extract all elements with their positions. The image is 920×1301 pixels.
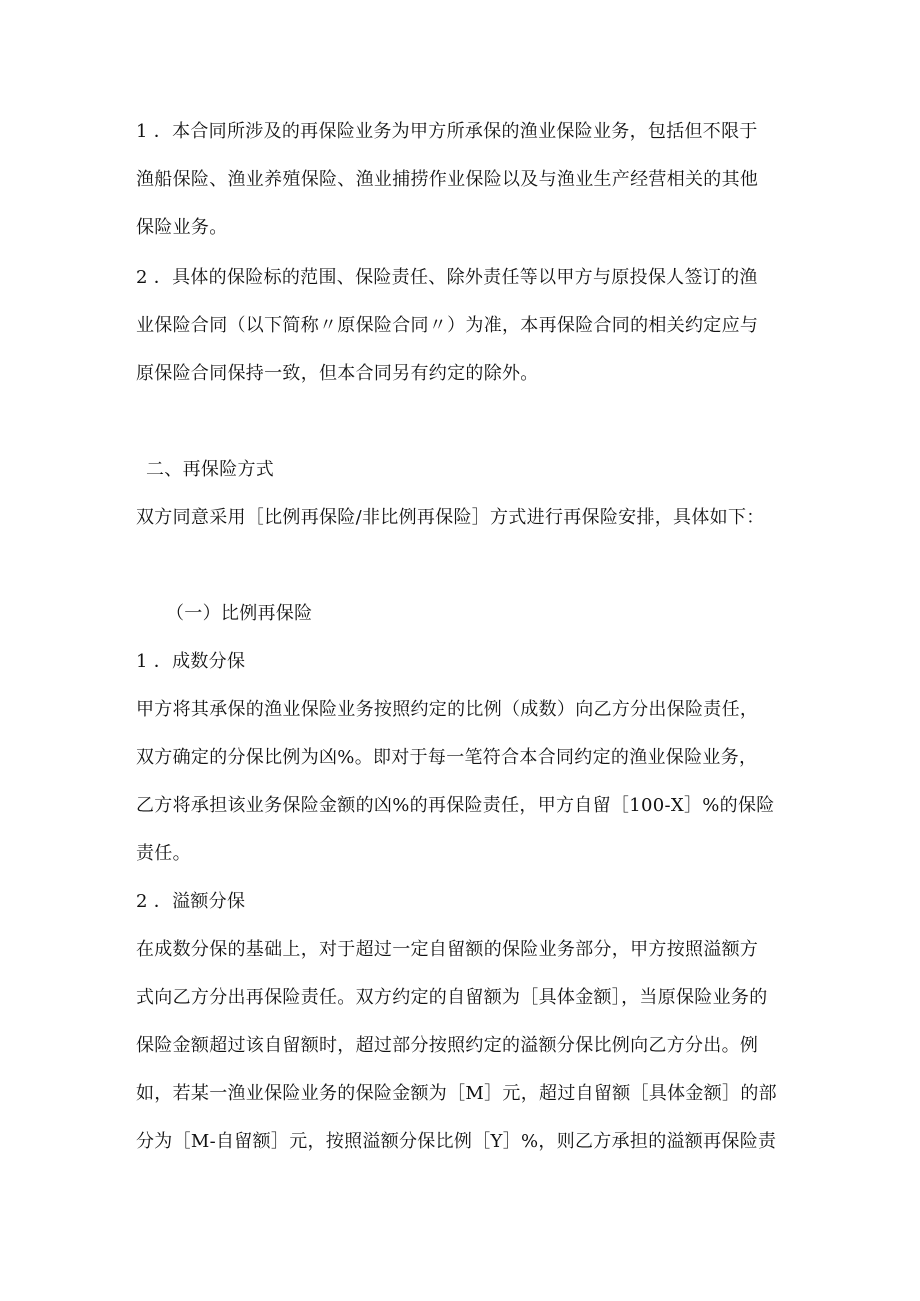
surplus-line-2: 式向乙方分出再保险责任。双方约定的自留额为［具体金额］，当原保险业务的 xyxy=(136,987,768,1008)
clause-1-line-2: 渔船保险、渔业养殖保险、渔业捕捞作业保险以及与渔业生产经营相关的其他 xyxy=(136,169,759,190)
item-heading-surplus: 2 ．溢额分保 xyxy=(136,891,246,912)
item-heading-quota-share: 1 ．成数分保 xyxy=(136,651,246,672)
subsection-heading-proportional: （一）比例再保险 xyxy=(166,603,313,624)
surplus-line-5: 分为［M-自留额］元，按照溢额分保比例［Y］%，则乙方承担的溢额再保险责 xyxy=(136,1131,777,1152)
clause-1-line-3: 保险业务。 xyxy=(136,217,228,238)
quota-share-line-2: 双方确定的分保比例为凶%。即对于每一笔符合本合同约定的渔业保险业务， xyxy=(136,747,758,768)
surplus-line-1: 在成数分保的基础上，对于超过一定自留额的保险业务部分，甲方按照溢额方 xyxy=(136,939,759,960)
quota-share-line-1: 甲方将其承保的渔业保险业务按照约定的比例（成数）向乙方分出保险责任， xyxy=(136,699,759,720)
clause-1-line-1: 1 ．本合同所涉及的再保险业务为甲方所承保的渔业保险业务，包括但不限于 xyxy=(136,121,758,142)
clause-2-line-1: 2 ．具体的保险标的范围、保险责任、除外责任等以甲方与原投保人签订的渔 xyxy=(136,267,758,288)
surplus-line-4: 如，若某一渔业保险业务的保险金额为［M］元，超过自留额［具体金额］的部 xyxy=(136,1083,777,1104)
section-heading-reinsurance-method: 二、再保险方式 xyxy=(146,459,275,480)
clause-2-line-3: 原保险合同保持一致，但本合同另有约定的除外。 xyxy=(136,363,539,384)
quota-share-line-3: 乙方将承担该业务保险金额的凶%的再保险责任，甲方自留［100-X］%的保险 xyxy=(136,795,775,816)
surplus-line-3: 保险金额超过该自留额时，超过部分按照约定的溢额分保比例向乙方分出。例 xyxy=(136,1035,759,1056)
clause-2-line-2: 业保险合同（以下简称〃原保险合同〃）为准，本再保险合同的相关约定应与 xyxy=(136,315,759,336)
method-intro: 双方同意采用［比例再保险/非比例再保险］方式进行再保险安排，具体如下： xyxy=(136,507,765,528)
quota-share-line-4: 责任。 xyxy=(136,843,191,864)
